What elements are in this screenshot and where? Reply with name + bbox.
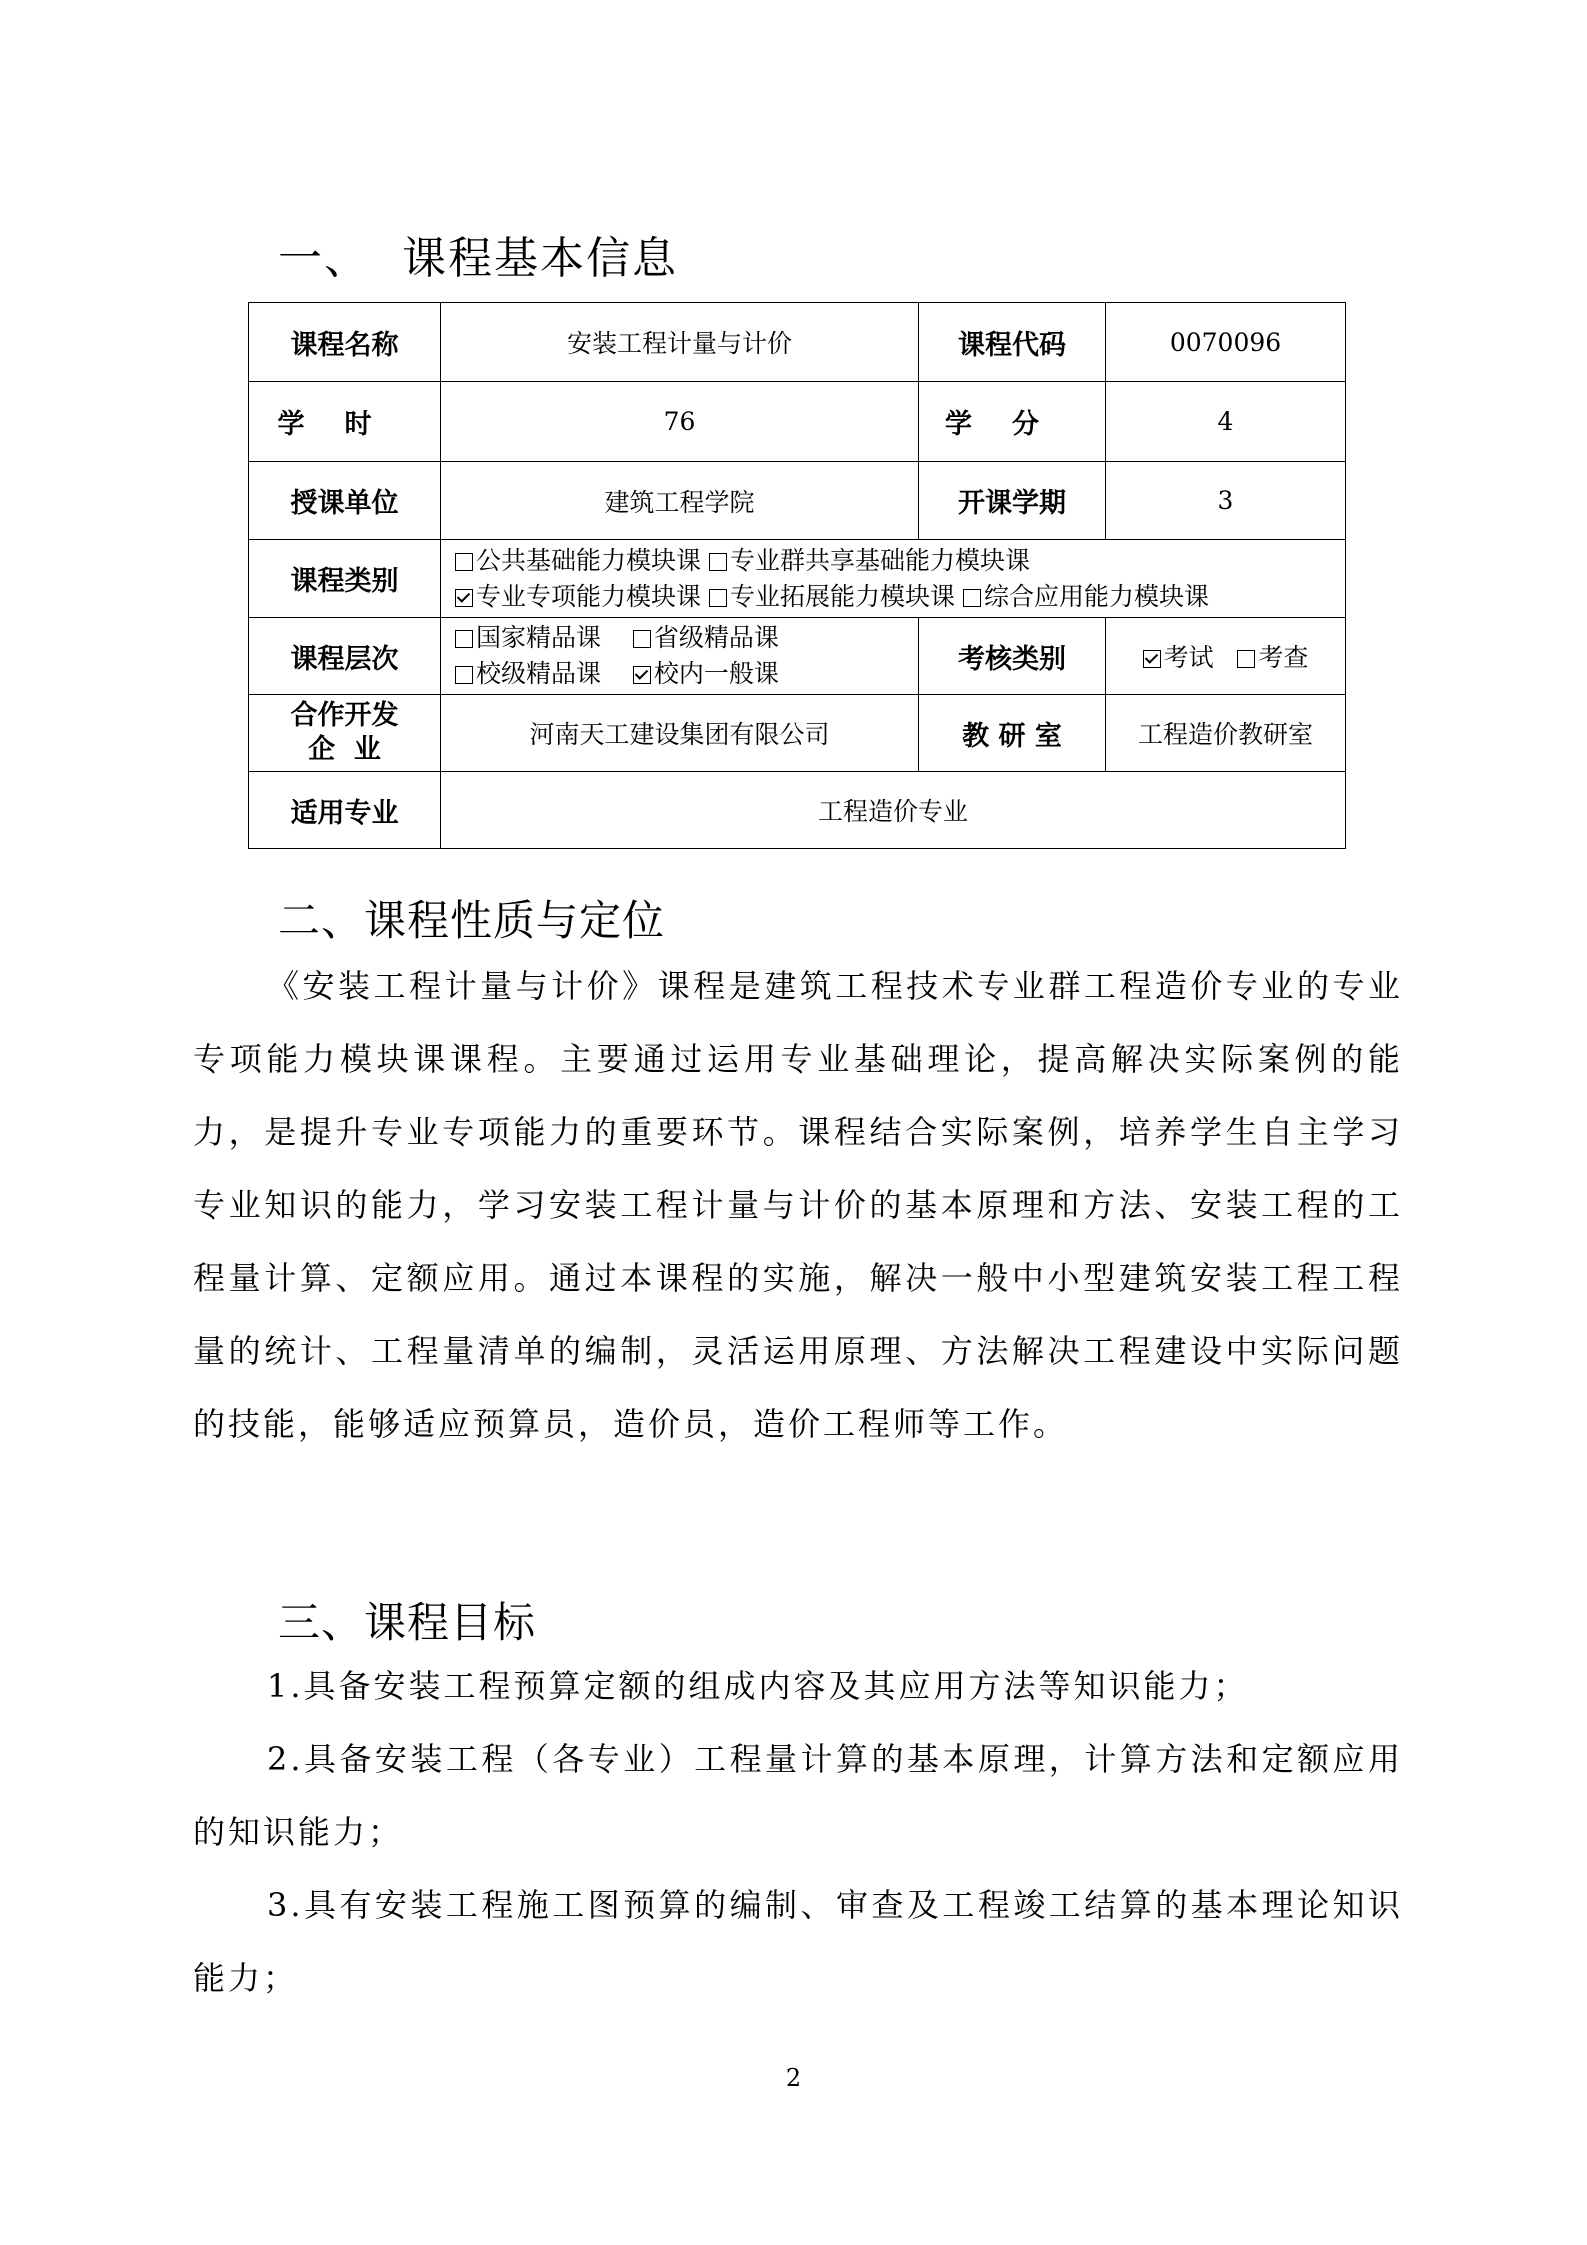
dept-value: 建筑工程学院: [441, 462, 919, 540]
level-row-1: [441, 620, 918, 656]
section-3-title: 三、课程目标: [278, 1598, 537, 1647]
course-name-value: 安装工程计量与计价: [441, 303, 919, 382]
level-option[interactable]: 校内一般课: [633, 659, 779, 688]
category-option[interactable]: 公共基础能力模块课: [455, 546, 701, 575]
goal-item: 1.具备安装工程预算定额的组成内容及其应用方法等知识能力；: [267, 1667, 1249, 1705]
category-option[interactable]: 专业专项能力模块课: [455, 582, 701, 611]
level-options: [441, 618, 919, 695]
checkbox-icon: [709, 553, 727, 571]
goal-item: 2.具备安装工程（各专业）工程量计算的基本原理，计算方法和定额应用的知识能力；: [193, 1740, 1403, 1851]
level-option[interactable]: 国家精品课: [455, 623, 601, 652]
checkbox-checked-icon: [455, 589, 473, 607]
page-number: 2: [785, 2064, 802, 2092]
category-options: [441, 540, 1346, 618]
checkbox-checked-icon: [633, 666, 651, 684]
assess-options: [1106, 618, 1346, 695]
checkbox-icon: [633, 630, 651, 648]
assess-option[interactable]: 考试: [1143, 643, 1214, 672]
office-value: 工程造价教研室: [1106, 695, 1346, 772]
course-info-table: [248, 302, 1346, 849]
category-option[interactable]: 专业群共享基础能力模块课: [709, 546, 1030, 575]
assess-label: 考核类别: [919, 618, 1106, 695]
level-option[interactable]: 校级精品课: [455, 659, 601, 688]
semester-label: 开课学期: [919, 462, 1106, 540]
level-label: 课程层次: [249, 618, 441, 695]
category-row-1: [441, 543, 1345, 579]
section-2-paragraph: 《安装工程计量与计价》课程是建筑工程技术专业群工程造价专业的专业专项能力模块课课程。主要通过运用专业基础理论，提高解决实际案例的能力，是提升专业专项能力的重要环节。课程结合实际案例，培养学生自主学习专业知识的能力，学习安装工程计量与计价的基本原理和方法、安装工程的工程量计算、定额应用。通过本课程的实施，解决一般中小型建筑安装工程工程量的统计、工程量清单的编制，灵活运用原理、方法解决工程建设中实际问题的技能，能够适应预算员，造价员，造价工程师等工作。: [193, 967, 1403, 1443]
office-label: 教 研 室: [919, 695, 1106, 772]
coop-label: 合作开发 企 业: [249, 695, 441, 772]
semester-value: 3: [1106, 462, 1346, 540]
major-label: 适用专业: [249, 772, 441, 849]
checkbox-checked-icon: [1143, 650, 1161, 668]
section-2-title: 二、课程性质与定位: [278, 896, 666, 945]
checkbox-icon: [455, 630, 473, 648]
major-value: 工程造价专业: [441, 772, 1346, 849]
level-option[interactable]: 省级精品课: [633, 623, 779, 652]
checkbox-icon: [963, 589, 981, 607]
goal-item: 3.具有安装工程施工图预算的编制、审查及工程竣工结算的基本理论知识能力；: [193, 1886, 1403, 1997]
level-row-2: [441, 656, 918, 692]
course-name-label: 课程名称: [249, 303, 441, 382]
category-label: 课程类别: [249, 540, 441, 618]
category-row-2: [441, 579, 1345, 615]
credits-value: 4: [1106, 382, 1346, 462]
category-option[interactable]: 专业拓展能力模块课: [709, 582, 955, 611]
course-code-value: 0070096: [1106, 303, 1346, 382]
category-option[interactable]: 综合应用能力模块课: [963, 582, 1209, 611]
hours-label: 学时: [249, 382, 441, 462]
checkbox-icon: [455, 666, 473, 684]
checkbox-icon: [455, 553, 473, 571]
course-code-label: 课程代码: [919, 303, 1106, 382]
hours-value: 76: [441, 382, 919, 462]
coop-value: 河南天工建设集团有限公司: [441, 695, 919, 772]
checkbox-icon: [709, 589, 727, 607]
checkbox-icon: [1237, 650, 1255, 668]
assess-option[interactable]: 考查: [1237, 643, 1308, 672]
dept-label: 授课单位: [249, 462, 441, 540]
section-1-title: 一、 课程基本信息: [278, 233, 678, 284]
credits-label: 学分: [919, 382, 1106, 462]
